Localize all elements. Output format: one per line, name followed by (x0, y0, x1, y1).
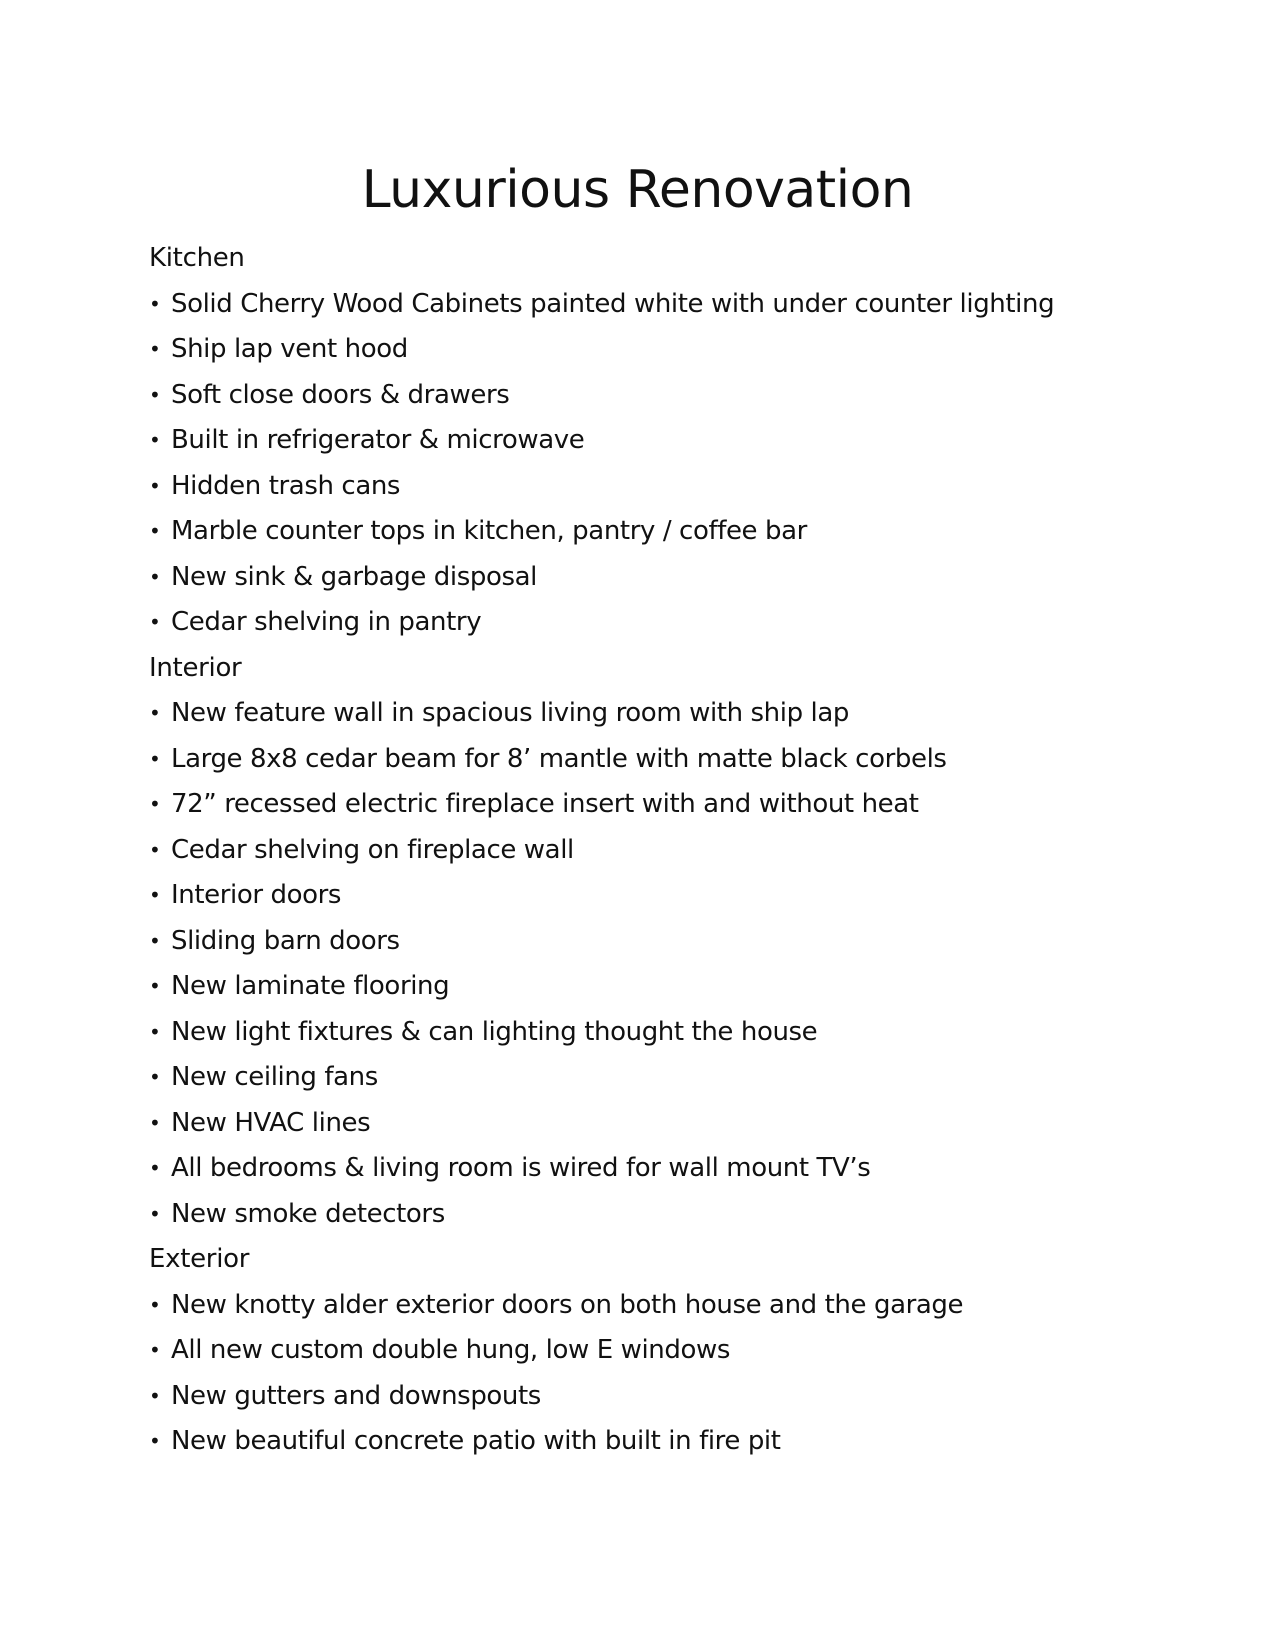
list-item (149, 828, 1199, 874)
bullet-list (149, 282, 1199, 646)
list-item-text: New sink & garbage disposal (171, 561, 537, 592)
list-item (149, 1010, 1199, 1056)
bullet-icon: • (149, 1065, 161, 1089)
bullet-icon: • (149, 1383, 161, 1408)
bullet-list (149, 1283, 1199, 1465)
list-item-text: Large 8x8 cedar beam for 8’ mantle with matte black corbels (171, 743, 947, 774)
bullet-icon: • (149, 1429, 161, 1453)
list-item-text: New smoke detectors (171, 1198, 445, 1229)
bullet-icon: • (149, 1110, 161, 1135)
list-item (149, 1101, 1199, 1147)
list-item (149, 1328, 1199, 1374)
list-item-text: New beautiful concrete patio with built in fire pit (171, 1426, 781, 1456)
list-item (149, 555, 1199, 601)
section-heading-kitchen: Kitchen (149, 243, 245, 273)
list-item (149, 373, 1199, 419)
list-item-text: New laminate flooring (171, 971, 450, 1001)
bullet-icon: • (149, 1292, 161, 1317)
bullet-icon: • (149, 1338, 161, 1362)
list-item (149, 509, 1199, 555)
list-item-text: New ceiling fans (171, 1062, 378, 1092)
bullet-icon: • (149, 1156, 161, 1180)
list-item-text: New feature wall in spacious living room with ship lap (171, 698, 850, 728)
bullet-icon: • (149, 428, 161, 452)
bullet-icon: • (149, 1201, 161, 1226)
list-item (149, 327, 1199, 373)
list-item (149, 418, 1199, 464)
bullet-icon: • (149, 883, 161, 907)
list-item (149, 782, 1199, 828)
list-item-text: New HVAC lines (171, 1107, 371, 1138)
bullet-icon: • (149, 564, 161, 589)
list-item-text: All bedrooms & living room is wired for wall mount TV’s (171, 1153, 871, 1183)
bullet-icon: • (149, 291, 161, 316)
list-item-text: Cedar shelving on fireplace wall (171, 834, 574, 865)
list-item-text: New gutters and downspouts (171, 1380, 541, 1411)
list-item (149, 1419, 1199, 1465)
page-title: Luxurious Renovation (361, 160, 914, 220)
section-heading-interior: Interior (149, 652, 242, 683)
list-item-text: Cedar shelving in pantry (171, 607, 482, 637)
bullet-icon: • (149, 974, 161, 998)
list-item-text: Hidden trash cans (171, 470, 401, 501)
list-item-text: Ship lap vent hood (171, 334, 408, 364)
section-heading-exterior: Exterior (149, 1244, 250, 1274)
bullet-icon: • (149, 337, 161, 361)
list-item-text: New knotty alder exterior doors on both house and the garage (171, 1289, 964, 1320)
bullet-icon: • (149, 519, 161, 543)
list-item-text: Soft close doors & drawers (171, 379, 510, 410)
bullet-icon: • (149, 610, 161, 634)
list-item-text: Sliding barn doors (171, 925, 400, 956)
list-item (149, 737, 1199, 783)
list-item (149, 464, 1199, 510)
bullet-icon: • (149, 792, 161, 816)
bullet-icon: • (149, 701, 161, 725)
list-item-text: Built in refrigerator & microwave (171, 425, 585, 455)
bullet-icon: • (149, 1019, 161, 1044)
bullet-icon: • (149, 928, 161, 953)
list-item-text: Solid Cherry Wood Cabinets painted white with under counter lighting (171, 288, 1055, 319)
list-item (149, 1192, 1199, 1238)
document-body (149, 236, 1199, 1465)
list-item (149, 282, 1199, 328)
list-item (149, 1374, 1199, 1420)
list-item (149, 691, 1199, 737)
bullet-icon: • (149, 746, 161, 771)
list-item (149, 1055, 1199, 1101)
bullet-icon: • (149, 382, 161, 407)
list-item-text: New light fixtures & can lighting thought the house (171, 1016, 818, 1047)
list-item-text: All new custom double hung, low E windows (171, 1335, 731, 1365)
bullet-icon: • (149, 473, 161, 498)
list-item (149, 919, 1199, 965)
list-item (149, 1283, 1199, 1329)
list-item (149, 1146, 1199, 1192)
list-item-text: Interior doors (171, 880, 342, 910)
list-item (149, 873, 1199, 919)
list-item (149, 600, 1199, 646)
list-item (149, 964, 1199, 1010)
list-item-text: 72” recessed electric fireplace insert with and without heat (171, 789, 919, 819)
bullet-list (149, 691, 1199, 1237)
bullet-icon: • (149, 837, 161, 862)
list-item-text: Marble counter tops in kitchen, pantry / coffee bar (171, 516, 807, 546)
